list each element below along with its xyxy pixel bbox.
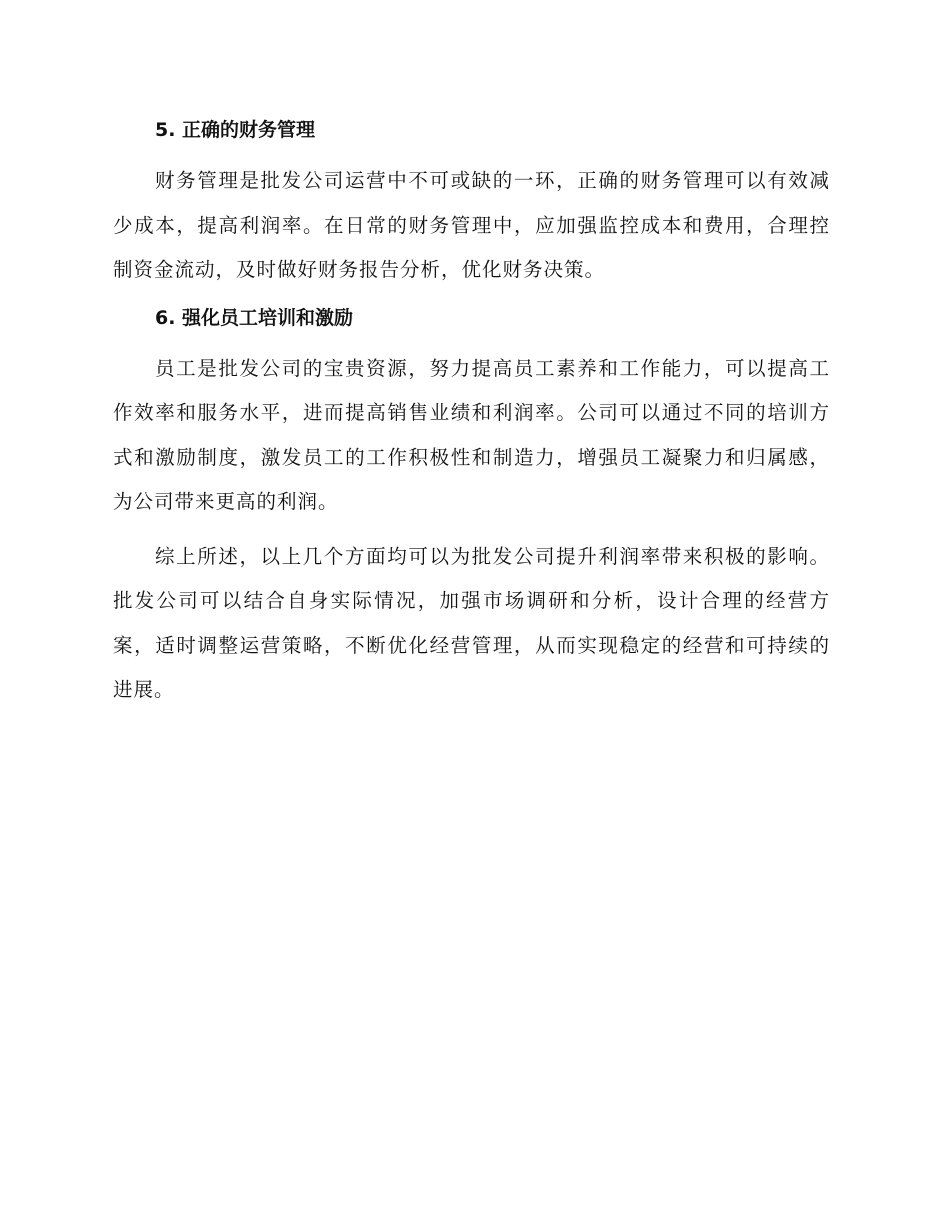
section-paragraph-finance: 财务管理是批发公司运营中不可或缺的一环，正确的财务管理可以有效减少成本，提高利润率。在日常的财务管理中，应加强监控成本和费用，合理控制资金流动，及时做好财务报告分析，优化财务决策。 bbox=[113, 169, 830, 281]
section-paragraph-staff: 员工是批发公司的宝贵资源，努力提高员工素养和工作能力，可以提高工作效率和服务水平，进而提高销售业绩和利润率。公司可以通过不同的培训方式和激励制度，激发员工的工作积极性和制造力，增强员工凝聚力和归属感，为公司带来更高的利润。 bbox=[113, 356, 830, 513]
conclusion-paragraph: 综上所述，以上几个方面均可以为批发公司提升利润率带来积极的影响。批发公司可以结合自身实际情况，加强市场调研和分析，设计合理的经营方案，适时调整运营策略，不断优化经营管理，从而实现稳定的经营和可持续的进展。 bbox=[113, 544, 830, 701]
section-heading-finance: 5. 正确的财务管理 bbox=[155, 119, 316, 141]
section-heading-staff: 6. 强化员工培训和激励 bbox=[155, 306, 354, 329]
document-page bbox=[113, 110, 830, 713]
